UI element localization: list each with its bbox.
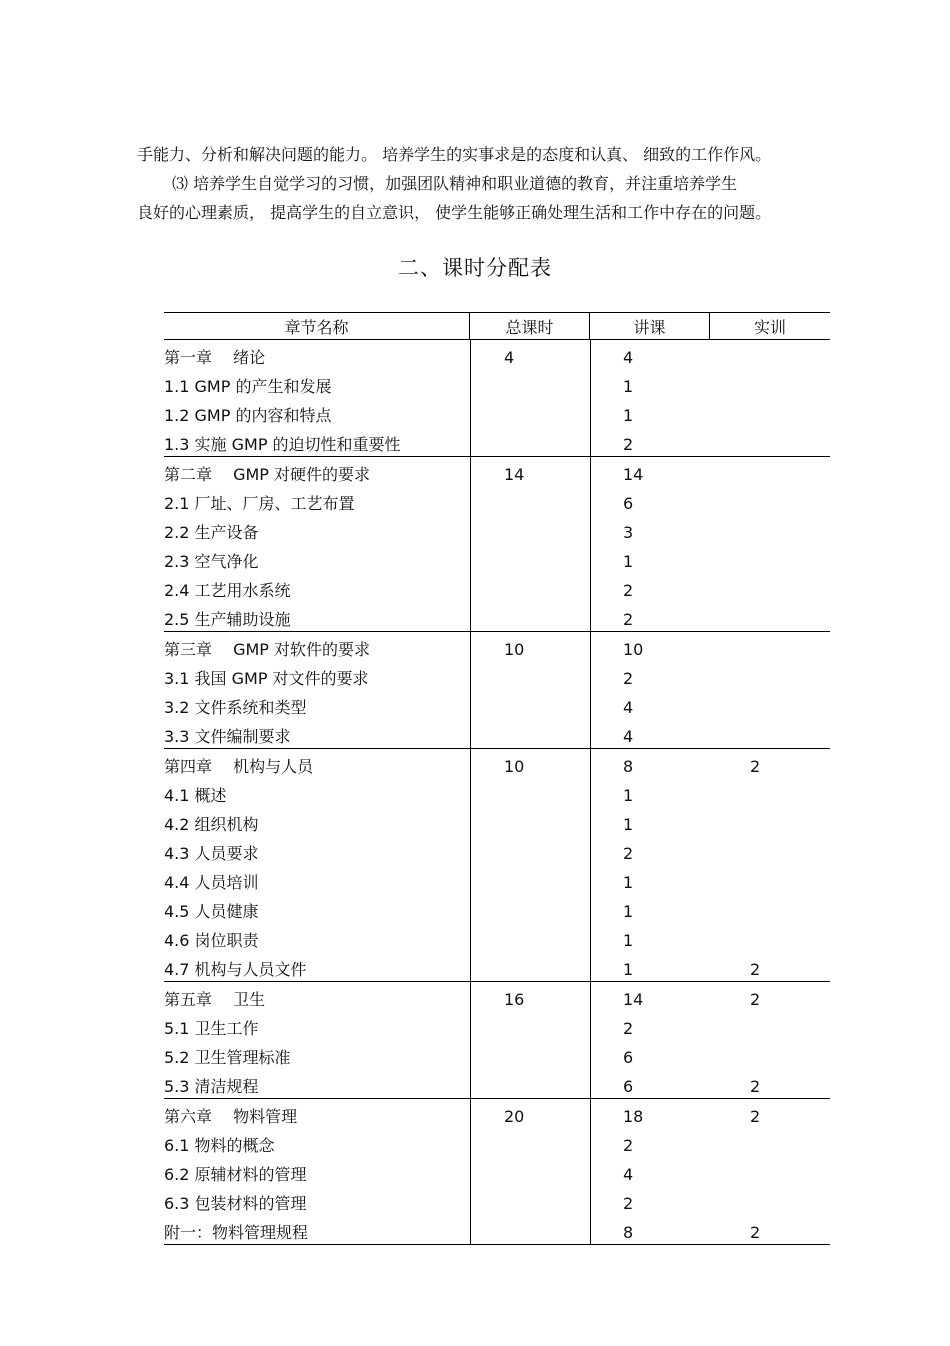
- cell-total: [470, 726, 590, 748]
- cell-practice: [710, 814, 830, 836]
- intro-paragraph-line-1: 手能力、分析和解决问题的能力。 培养学生的实事求是的态度和认真、 细致的工作作风。: [137, 145, 772, 164]
- schedule-table: [164, 312, 830, 1245]
- cell-total: [470, 785, 590, 807]
- cell-practice: [710, 785, 830, 807]
- cell-practice: [710, 609, 830, 631]
- section-row: [164, 544, 830, 573]
- cell-practice: 2: [750, 960, 761, 979]
- cell-practice: [710, 1193, 830, 1215]
- cell-total: [470, 668, 590, 690]
- cell-practice: [710, 1164, 830, 1186]
- section-row: [164, 1011, 830, 1040]
- cell-name: 第四章 机构与人员: [164, 757, 314, 776]
- cell-name: 2.3 空气净化: [164, 552, 259, 571]
- chapter-group: [164, 982, 830, 1099]
- cell-lecture: 2: [623, 1136, 634, 1155]
- cell-lecture: 1: [623, 815, 634, 834]
- section-row: [164, 515, 830, 544]
- cell-lecture: 4: [623, 1165, 634, 1184]
- cell-total: 14: [504, 465, 525, 484]
- cell-name: 2.2 生产设备: [164, 523, 259, 542]
- cell-total: [470, 551, 590, 573]
- cell-practice: [710, 434, 830, 456]
- cell-name: 2.5 生产辅助设施: [164, 610, 291, 629]
- chapter-group: [164, 1099, 830, 1245]
- cell-practice: [710, 522, 830, 544]
- cell-practice: [710, 580, 830, 602]
- cell-name: 2.4 工艺用水系统: [164, 581, 291, 600]
- intro-paragraph-line-2: ⑶ 培养学生自觉学习的习惯，加强团队精神和职业道德的教育，并注重培养学生: [172, 174, 738, 193]
- cell-name: 3.2 文件系统和类型: [164, 698, 307, 717]
- cell-lecture: 18: [623, 1107, 644, 1126]
- cell-name: 5.3 清洁规程: [164, 1077, 259, 1096]
- cell-total: [470, 1135, 590, 1157]
- cell-lecture: 1: [623, 902, 634, 921]
- cell-practice: 2: [750, 1077, 761, 1096]
- cell-total: [470, 580, 590, 602]
- cell-practice: [710, 872, 830, 894]
- cell-practice: [710, 551, 830, 573]
- cell-total: [470, 522, 590, 544]
- cell-name: 4.6 岗位职责: [164, 931, 259, 950]
- section-row: [164, 690, 830, 719]
- cell-practice: 2: [750, 1107, 761, 1126]
- section-row: [164, 602, 830, 631]
- section-row: [164, 807, 830, 836]
- cell-lecture: 1: [623, 931, 634, 950]
- section-row: [164, 865, 830, 894]
- cell-total: [470, 697, 590, 719]
- chapter-group: [164, 632, 830, 749]
- cell-practice: [710, 639, 830, 661]
- cell-total: [470, 405, 590, 427]
- cell-lecture: 2: [623, 669, 634, 688]
- cell-total: [470, 959, 590, 981]
- section-row: [164, 1040, 830, 1069]
- cell-total: [470, 1018, 590, 1040]
- cell-name: 第一章 绪论: [164, 348, 266, 367]
- cell-name: 6.2 原辅材料的管理: [164, 1165, 307, 1184]
- cell-name: 4.7 机构与人员文件: [164, 960, 307, 979]
- cell-practice: [710, 347, 830, 369]
- cell-lecture: 4: [623, 348, 634, 367]
- section-heading: 二、课时分配表: [398, 256, 552, 280]
- cell-name: 4.2 组织机构: [164, 815, 259, 834]
- cell-lecture: 2: [623, 1194, 634, 1213]
- cell-practice: [710, 464, 830, 486]
- section-row: [164, 369, 830, 398]
- cell-name: 6.3 包装材料的管理: [164, 1194, 307, 1213]
- cell-name: 附一：物料管理规程: [164, 1223, 309, 1242]
- cell-practice: [710, 901, 830, 923]
- cell-practice: 2: [750, 1223, 761, 1242]
- header-total-hours: 总课时: [470, 313, 590, 339]
- cell-lecture: 3: [623, 523, 634, 542]
- cell-total: [470, 872, 590, 894]
- cell-total: [470, 609, 590, 631]
- cell-lecture: 1: [623, 960, 634, 979]
- cell-practice: [710, 930, 830, 952]
- cell-lecture: 2: [623, 844, 634, 863]
- section-row: [164, 1215, 830, 1244]
- table-body: [164, 340, 830, 1245]
- cell-name: 4.1 概述: [164, 786, 227, 805]
- chapter-row: [164, 457, 830, 486]
- cell-lecture: 8: [623, 1223, 634, 1242]
- cell-lecture: 1: [623, 873, 634, 892]
- cell-name: 4.4 人员培训: [164, 873, 259, 892]
- cell-total: [470, 901, 590, 923]
- cell-total: [470, 493, 590, 515]
- cell-lecture: 2: [623, 581, 634, 600]
- chapter-row: [164, 982, 830, 1011]
- chapter-group: [164, 749, 830, 982]
- section-row: [164, 661, 830, 690]
- cell-practice: [710, 697, 830, 719]
- cell-total: [470, 930, 590, 952]
- cell-practice: [710, 405, 830, 427]
- cell-lecture: 6: [623, 1048, 634, 1067]
- cell-name: 4.5 人员健康: [164, 902, 259, 921]
- chapter-row: [164, 340, 830, 369]
- section-row: [164, 836, 830, 865]
- section-row: [164, 923, 830, 952]
- cell-practice: [710, 843, 830, 865]
- cell-total: [470, 814, 590, 836]
- intro-paragraph-line-3: 良好的心理素质， 提高学生的自立意识， 使学生能够正确处理生活和工作中存在的问题。: [137, 203, 772, 222]
- cell-name: 1.1 GMP 的产生和发展: [164, 377, 332, 396]
- cell-lecture: 2: [623, 610, 634, 629]
- cell-practice: [710, 1135, 830, 1157]
- cell-name: 1.2 GMP 的内容和特点: [164, 406, 332, 425]
- section-row: [164, 719, 830, 748]
- cell-lecture: 2: [623, 435, 634, 454]
- cell-lecture: 8: [623, 757, 634, 776]
- cell-name: 第三章 GMP 对软件的要求: [164, 640, 371, 659]
- cell-total: [470, 1047, 590, 1069]
- cell-total: 10: [504, 757, 525, 776]
- cell-name: 第五章 卫生: [164, 990, 266, 1009]
- cell-lecture: 1: [623, 552, 634, 571]
- cell-practice: [710, 1018, 830, 1040]
- cell-total: [470, 376, 590, 398]
- cell-total: [470, 1164, 590, 1186]
- cell-total: 4: [504, 348, 515, 367]
- cell-name: 1.3 实施 GMP 的迫切性和重要性: [164, 435, 401, 454]
- chapter-row: [164, 749, 830, 778]
- cell-name: 第六章 物料管理: [164, 1107, 298, 1126]
- chapter-group: [164, 340, 830, 457]
- cell-total: 16: [504, 990, 525, 1009]
- cell-total: [470, 434, 590, 456]
- cell-lecture: 4: [623, 698, 634, 717]
- cell-lecture: 1: [623, 786, 634, 805]
- cell-lecture: 1: [623, 406, 634, 425]
- cell-practice: 2: [750, 757, 761, 776]
- cell-lecture: 6: [623, 1077, 634, 1096]
- cell-practice: [710, 668, 830, 690]
- cell-lecture: 14: [623, 990, 644, 1009]
- chapter-row: [164, 632, 830, 661]
- section-row: [164, 1128, 830, 1157]
- section-row: [164, 398, 830, 427]
- section-row: [164, 573, 830, 602]
- section-row: [164, 778, 830, 807]
- cell-total: [470, 1076, 590, 1098]
- cell-total: [470, 843, 590, 865]
- cell-lecture: 4: [623, 727, 634, 746]
- chapter-row: [164, 1099, 830, 1128]
- section-row: [164, 894, 830, 923]
- cell-practice: [710, 726, 830, 748]
- cell-practice: [710, 376, 830, 398]
- cell-name: 3.1 我国 GMP 对文件的要求: [164, 669, 369, 688]
- cell-lecture: 6: [623, 494, 634, 513]
- cell-practice: [710, 1047, 830, 1069]
- cell-name: 5.2 卫生管理标准: [164, 1048, 291, 1067]
- cell-name: 2.1 厂址、厂房、工艺布置: [164, 494, 355, 513]
- section-row: [164, 1186, 830, 1215]
- cell-total: 10: [504, 640, 525, 659]
- cell-name: 6.1 物料的概念: [164, 1136, 275, 1155]
- table-header-row: [164, 312, 830, 340]
- cell-name: 4.3 人员要求: [164, 844, 259, 863]
- cell-practice: 2: [750, 990, 761, 1009]
- cell-total: [470, 1222, 590, 1244]
- header-lecture-hours: 讲课: [590, 313, 710, 339]
- cell-lecture: 1: [623, 377, 634, 396]
- header-practice-hours: 实训: [753, 317, 786, 337]
- cell-practice: [710, 493, 830, 515]
- cell-name: 5.1 卫生工作: [164, 1019, 259, 1038]
- chapter-group: [164, 457, 830, 632]
- cell-lecture: 2: [623, 1019, 634, 1038]
- cell-name: 第二章 GMP 对硬件的要求: [164, 465, 371, 484]
- section-row: [164, 1069, 830, 1098]
- cell-total: [470, 1193, 590, 1215]
- cell-total: 20: [504, 1107, 525, 1126]
- section-row: [164, 486, 830, 515]
- cell-name: 3.3 文件编制要求: [164, 727, 291, 746]
- section-row: [164, 1157, 830, 1186]
- cell-lecture: 14: [623, 465, 644, 484]
- header-chapter-name: 章节名称: [164, 313, 470, 339]
- section-row: [164, 952, 830, 981]
- section-row: [164, 427, 830, 456]
- cell-lecture: 10: [623, 640, 644, 659]
